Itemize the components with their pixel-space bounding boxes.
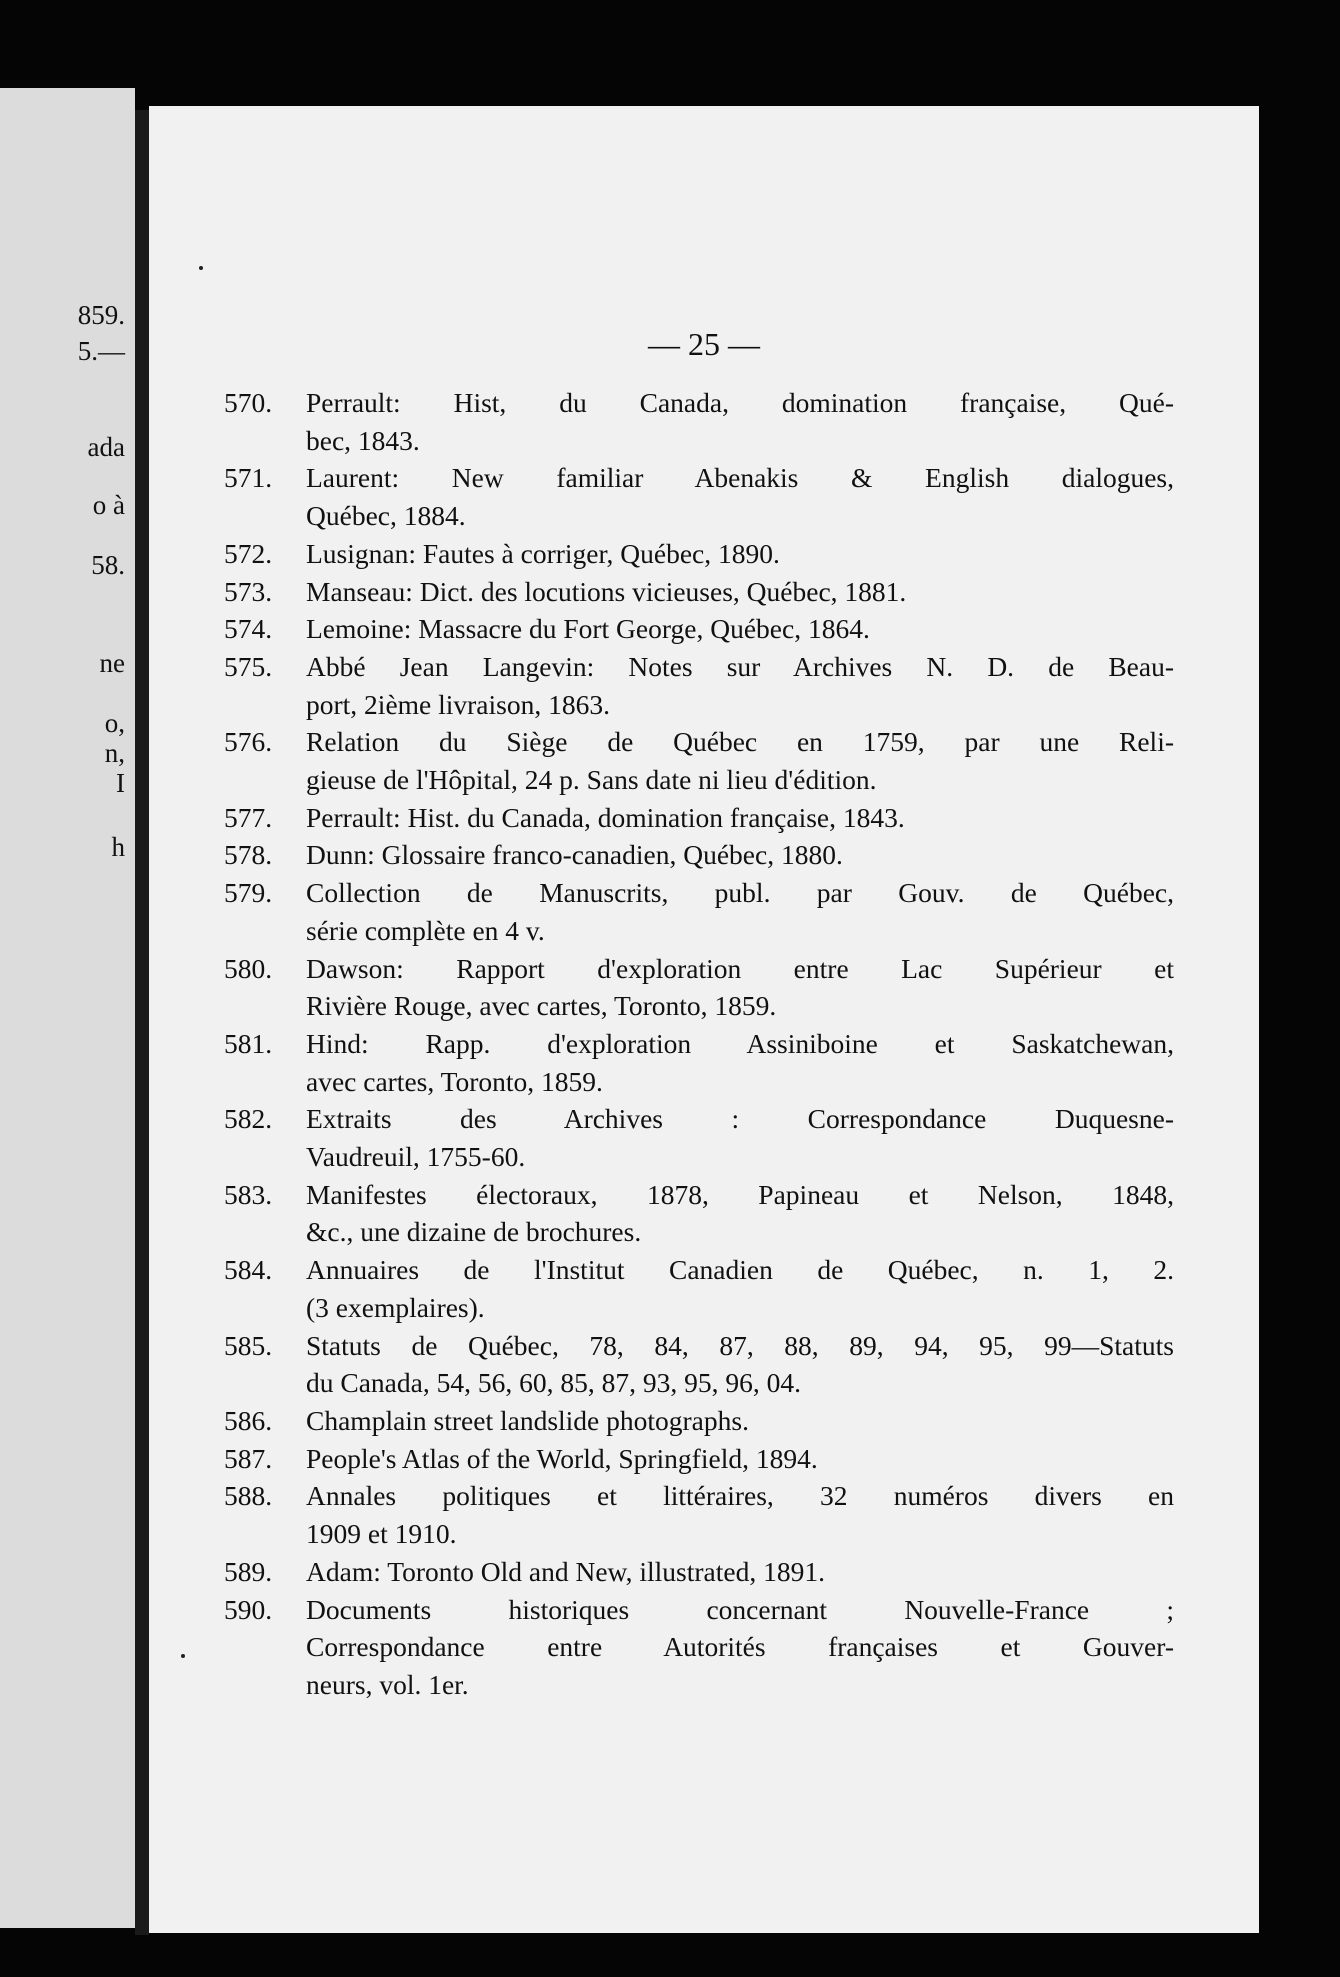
entry-line: neurs, vol. 1er.	[306, 1668, 469, 1700]
catalog-entry	[224, 573, 1174, 611]
entry-text	[306, 723, 1174, 798]
catalog-entry	[224, 1100, 1174, 1175]
catalog-entry	[224, 836, 1174, 874]
catalog-entry	[224, 799, 1174, 837]
entry-line: Collection de Manuscrits, publ. par Gouv. de Québec,	[306, 877, 1174, 909]
entry-number: 570.	[224, 387, 273, 418]
catalog-entry	[224, 610, 1174, 648]
entry-line: Abbé Jean Langevin: Notes sur Archives N. D. de Beau-	[306, 650, 1174, 682]
entry-text	[306, 799, 1174, 837]
catalog-entry	[224, 723, 1174, 798]
left-page-edge	[0, 88, 135, 1928]
left-page-fragment: o à	[92, 490, 125, 520]
entry-line: Dawson: Rapport d'exploration entre Lac Supérieur et	[306, 952, 1174, 984]
left-page-fragment: I	[116, 768, 125, 798]
entry-number: 575.	[224, 650, 273, 682]
entry-number: 587.	[224, 1442, 273, 1474]
left-page-fragment: h	[111, 832, 125, 862]
entry-text	[306, 1591, 1174, 1704]
catalog-entry	[224, 459, 1174, 534]
entry-number: 579.	[224, 877, 273, 909]
entry-line: Correspondance entre Autorités françaises et Gouver-	[306, 1631, 1174, 1663]
entry-number: 589.	[224, 1555, 273, 1587]
entry-line: Relation du Siège de Québec en 1759, par une Reli-	[306, 726, 1174, 758]
entry-text	[306, 1025, 1174, 1100]
entry-number: 580.	[224, 952, 273, 984]
entry-number: 574.	[224, 613, 273, 645]
entry-number: 577.	[224, 801, 273, 833]
entry-line: Dunn: Glossaire franco-canadien, Québec, 1880.	[306, 839, 843, 871]
entry-text	[306, 459, 1174, 534]
catalog-entry	[224, 950, 1174, 1025]
catalog-entry	[224, 1591, 1174, 1704]
entry-line: Perrault: Hist, du Canada, domination française, Qué-	[306, 387, 1174, 418]
entry-text	[306, 1553, 1174, 1591]
entry-text	[306, 950, 1174, 1025]
book-gutter	[135, 110, 149, 1935]
entry-line: Québec, 1884.	[306, 500, 466, 532]
catalog-entry	[224, 1477, 1174, 1552]
entry-line: Lusignan: Fautes à corriger, Québec, 1890.	[306, 537, 780, 569]
entry-line: Champlain street landslide photographs.	[306, 1404, 749, 1436]
entry-number: 584.	[224, 1254, 273, 1286]
entry-line: Manifestes électoraux, 1878, Papineau et Nelson, 1848,	[306, 1178, 1174, 1210]
entry-line: série complète en 4 v.	[306, 914, 545, 946]
entry-number: 585.	[224, 1329, 273, 1361]
entry-line: gieuse de l'Hôpital, 24 p. Sans date ni lieu d'édition.	[306, 764, 877, 796]
book-page	[149, 106, 1259, 1933]
entry-line: Rivière Rouge, avec cartes, Toronto, 1859.	[306, 990, 777, 1022]
entry-line: avec cartes, Toronto, 1859.	[306, 1065, 603, 1097]
catalog-entry	[224, 1176, 1174, 1251]
entry-line: Extraits des Archives : Correspondance Duquesne-	[306, 1103, 1174, 1135]
entry-line: Statuts de Québec, 78, 84, 87, 88, 89, 94, 95, 99—Statuts	[306, 1329, 1174, 1361]
entry-text	[306, 1176, 1174, 1251]
entry-line: Lemoine: Massacre du Fort George, Québec, 1864.	[306, 613, 870, 645]
catalog-entry	[224, 874, 1174, 949]
catalog-entry	[224, 1553, 1174, 1591]
entry-text	[306, 1251, 1174, 1326]
entry-number: 590.	[224, 1593, 273, 1625]
entry-text	[306, 535, 1174, 573]
entry-line: du Canada, 54, 56, 60, 85, 87, 93, 95, 96, 04.	[306, 1367, 801, 1399]
catalog-entry	[224, 1402, 1174, 1440]
entry-line: Vaudreuil, 1755-60.	[306, 1141, 526, 1173]
entry-line: Annuaires de l'Institut Canadien de Québec, n. 1, 2.	[306, 1254, 1174, 1286]
catalog-entry	[224, 1327, 1174, 1402]
entry-text	[306, 836, 1174, 874]
entry-text	[306, 610, 1174, 648]
entry-line: &c., une dizaine de brochures.	[306, 1216, 642, 1248]
left-page-fragment: 859.	[77, 300, 125, 330]
left-page-fragment: 58.	[91, 550, 125, 580]
catalog-entry	[224, 1025, 1174, 1100]
catalog-entry	[224, 384, 1174, 459]
entry-text	[306, 1477, 1174, 1552]
entry-text	[306, 1100, 1174, 1175]
entry-list	[224, 384, 1174, 1704]
entry-line: Perrault: Hist. du Canada, domination française, 1843.	[306, 801, 905, 833]
left-page-fragment: 5.—	[77, 336, 125, 366]
entry-text	[306, 384, 1174, 459]
catalog-entry	[224, 648, 1174, 723]
left-page-fragment: ne	[99, 648, 125, 678]
entry-line: Hind: Rapp. d'exploration Assiniboine et Saskatchewan,	[306, 1027, 1174, 1059]
catalog-entry	[224, 1251, 1174, 1326]
paper-speck	[181, 1654, 185, 1658]
entry-line: Documents historiques concernant Nouvelle-France ;	[306, 1593, 1174, 1625]
entry-line: Laurent: New familiar Abenakis & English dialogues,	[306, 462, 1174, 494]
entry-line: 1909 et 1910.	[306, 1518, 457, 1550]
entry-line: (3 exemplaires).	[306, 1291, 485, 1323]
left-page-fragment: n,	[104, 738, 125, 768]
left-page-fragment: o,	[104, 708, 125, 738]
entry-line: Manseau: Dict. des locutions vicieuses, Québec, 1881.	[306, 575, 907, 607]
entry-line: Adam: Toronto Old and New, illustrated, 1891.	[306, 1555, 825, 1587]
entry-line: Annales politiques et littéraires, 32 numéros divers en	[306, 1480, 1174, 1512]
entry-text	[306, 648, 1174, 723]
catalog-entry	[224, 535, 1174, 573]
entry-number: 578.	[224, 839, 273, 871]
entry-line: port, 2ième livraison, 1863.	[306, 688, 610, 720]
entry-text	[306, 874, 1174, 949]
entry-number: 588.	[224, 1480, 273, 1512]
left-page-fragment: ada	[87, 432, 125, 462]
entry-text	[306, 573, 1174, 611]
entry-number: 572.	[224, 537, 273, 569]
entry-number: 586.	[224, 1404, 273, 1436]
page-number: — 25 —	[648, 326, 760, 362]
entry-number: 573.	[224, 575, 273, 607]
entry-number: 582.	[224, 1103, 273, 1135]
entry-number: 583.	[224, 1178, 273, 1210]
paper-speck	[199, 266, 203, 270]
entry-number: 571.	[224, 462, 273, 494]
entry-text	[306, 1402, 1174, 1440]
entry-number: 576.	[224, 726, 273, 758]
entry-number: 581.	[224, 1027, 273, 1059]
entry-text	[306, 1327, 1174, 1402]
entry-line: bec, 1843.	[306, 424, 420, 456]
entry-line: People's Atlas of the World, Springfield, 1894.	[306, 1442, 818, 1474]
catalog-entry	[224, 1440, 1174, 1478]
entry-text	[306, 1440, 1174, 1478]
